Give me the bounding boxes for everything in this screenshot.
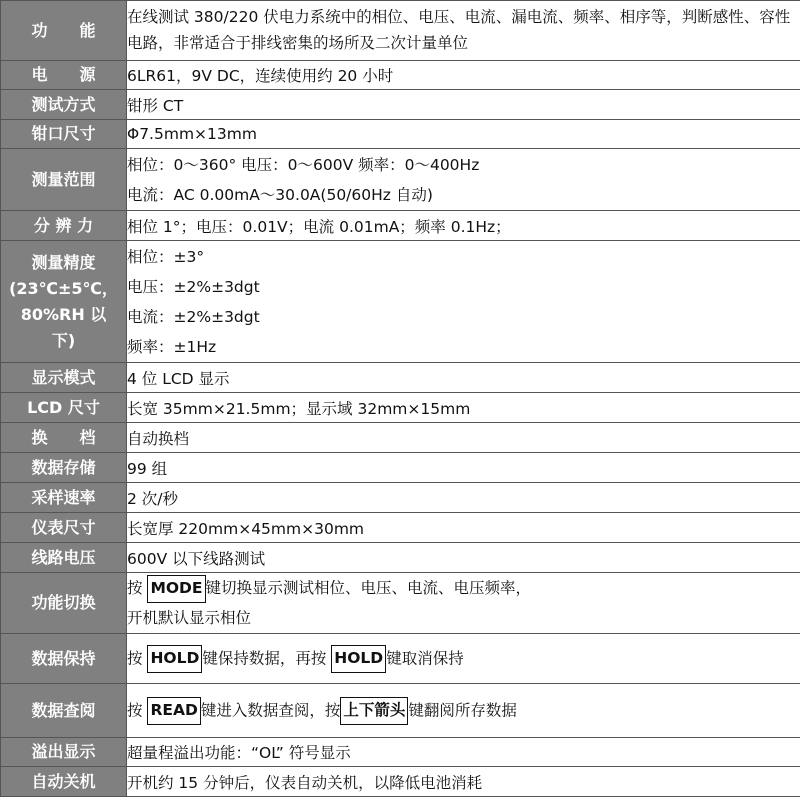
row-label-function: 功 能 bbox=[1, 1, 127, 61]
table-row bbox=[1, 634, 800, 684]
table-row bbox=[1, 90, 800, 120]
hold-mid-text: 键保持数据，再按 bbox=[202, 649, 332, 667]
mode-line-2: 开机默认显示相位 bbox=[127, 609, 252, 627]
row-value-power: 6LR61，9V DC，连续使用约 20 小时 bbox=[127, 61, 800, 90]
read-key: READ bbox=[147, 697, 200, 725]
accuracy-label-line-1: 测量精度 bbox=[31, 252, 96, 272]
row-label-data-storage: 数据存储 bbox=[1, 453, 127, 483]
row-value-lcd-size: 长宽 35mm×21.5mm；显示域 32mm×15mm bbox=[127, 393, 800, 423]
row-value-line-voltage: 600V 以下线路测试 bbox=[127, 543, 800, 573]
row-value-jaw-size: Φ7.5mm×13mm bbox=[127, 120, 800, 149]
mode-post-text: 键切换显示测试相位、电压、电流、电压频率， bbox=[205, 579, 532, 597]
row-label-data-hold: 数据保持 bbox=[1, 634, 127, 684]
table-row bbox=[1, 513, 800, 543]
table-row bbox=[1, 149, 800, 211]
row-value-data-storage: 99 组 bbox=[127, 453, 800, 483]
row-label-test-method: 测试方式 bbox=[1, 90, 127, 120]
hold-key: HOLD bbox=[147, 645, 202, 673]
row-label-resolution: 分 辨 力 bbox=[1, 211, 127, 241]
table-row bbox=[1, 1, 800, 61]
table-row bbox=[1, 543, 800, 573]
accuracy-line-frequency: 频率：±1Hz bbox=[127, 337, 217, 356]
read-mid-text: 键进入数据查阅，按 bbox=[200, 701, 341, 719]
hold-pre-text: 按 bbox=[127, 649, 148, 667]
table-row bbox=[1, 738, 800, 767]
hold-key-2: HOLD bbox=[331, 645, 386, 673]
read-pre-text: 按 bbox=[127, 701, 148, 719]
table-row bbox=[1, 211, 800, 241]
arrow-key: 上下箭头 bbox=[340, 697, 408, 725]
row-label-power: 电 源 bbox=[1, 61, 127, 90]
row-label-line-voltage: 线路电压 bbox=[1, 543, 127, 573]
table-row bbox=[1, 483, 800, 513]
table-row bbox=[1, 120, 800, 149]
accuracy-line-voltage: 电压：±2%±3dgt bbox=[127, 277, 260, 296]
range-line-1: 相位：0～360° 电压：0～600V 频率：0～400Hz bbox=[127, 155, 480, 174]
row-label-accuracy bbox=[1, 241, 127, 363]
row-value-test-method: 钳形 CT bbox=[127, 90, 800, 120]
mode-key: MODE bbox=[147, 575, 205, 603]
accuracy-line-phase: 相位：±3° bbox=[127, 247, 205, 266]
accuracy-label-line-3: 80%RH 以 bbox=[20, 304, 107, 324]
row-value-accuracy bbox=[127, 241, 800, 363]
row-label-range-switch: 换 档 bbox=[1, 423, 127, 453]
row-label-jaw-size: 钳口尺寸 bbox=[1, 120, 127, 149]
row-label-data-read: 数据查阅 bbox=[1, 684, 127, 738]
range-line-2: 电流：AC 0.00mA～30.0A(50/60Hz 自动) bbox=[127, 185, 433, 204]
row-label-auto-off: 自动关机 bbox=[1, 767, 127, 797]
row-value-sample-rate: 2 次/秒 bbox=[127, 483, 800, 513]
row-label-overflow: 溢出显示 bbox=[1, 738, 127, 767]
row-value-function: 在线测试 380/220 伏电力系统中的相位、电压、电流、漏电流、频率、相序等，判断感性、容性电路，非常适合于排线密集的场所及二次计量单位 bbox=[127, 1, 800, 61]
accuracy-line-current: 电流：±2%±3dgt bbox=[127, 307, 260, 326]
row-label-function-switch: 功能切换 bbox=[1, 573, 127, 634]
accuracy-label-line-2: (23℃±5℃， bbox=[9, 278, 118, 298]
mode-pre-text: 按 bbox=[127, 579, 148, 597]
row-value-display-mode: 4 位 LCD 显示 bbox=[127, 363, 800, 393]
table-row bbox=[1, 393, 800, 423]
table-row bbox=[1, 363, 800, 393]
row-value-resolution: 相位 1°；电压：0.01V；电流 0.01mA；频率 0.1Hz； bbox=[127, 211, 800, 241]
hold-post-text: 键取消保持 bbox=[386, 649, 464, 667]
read-post-text: 键翻阅所存数据 bbox=[408, 701, 517, 719]
row-value-meter-size: 长宽厚 220mm×45mm×30mm bbox=[127, 513, 800, 543]
table-row bbox=[1, 241, 800, 363]
accuracy-label-line-4: 下) bbox=[51, 330, 76, 350]
row-label-lcd-size: LCD 尺寸 bbox=[1, 393, 127, 423]
table-row bbox=[1, 573, 800, 634]
row-value-data-read bbox=[127, 684, 800, 738]
row-value-range bbox=[127, 149, 800, 211]
mode-line-1 bbox=[127, 573, 800, 603]
row-value-function-switch bbox=[127, 573, 800, 634]
table-row bbox=[1, 453, 800, 483]
row-value-data-hold bbox=[127, 634, 800, 684]
table-row bbox=[1, 684, 800, 738]
table-row bbox=[1, 767, 800, 797]
row-value-range-switch: 自动换档 bbox=[127, 423, 800, 453]
table-row bbox=[1, 423, 800, 453]
row-value-overflow: 超量程溢出功能：“OL” 符号显示 bbox=[127, 738, 800, 767]
table-row bbox=[1, 61, 800, 90]
row-label-range: 测量范围 bbox=[1, 149, 127, 211]
row-label-sample-rate: 采样速率 bbox=[1, 483, 127, 513]
row-label-meter-size: 仪表尺寸 bbox=[1, 513, 127, 543]
row-value-auto-off: 开机约 15 分钟后，仪表自动关机，以降低电池消耗 bbox=[127, 767, 800, 797]
row-label-display-mode: 显示模式 bbox=[1, 363, 127, 393]
